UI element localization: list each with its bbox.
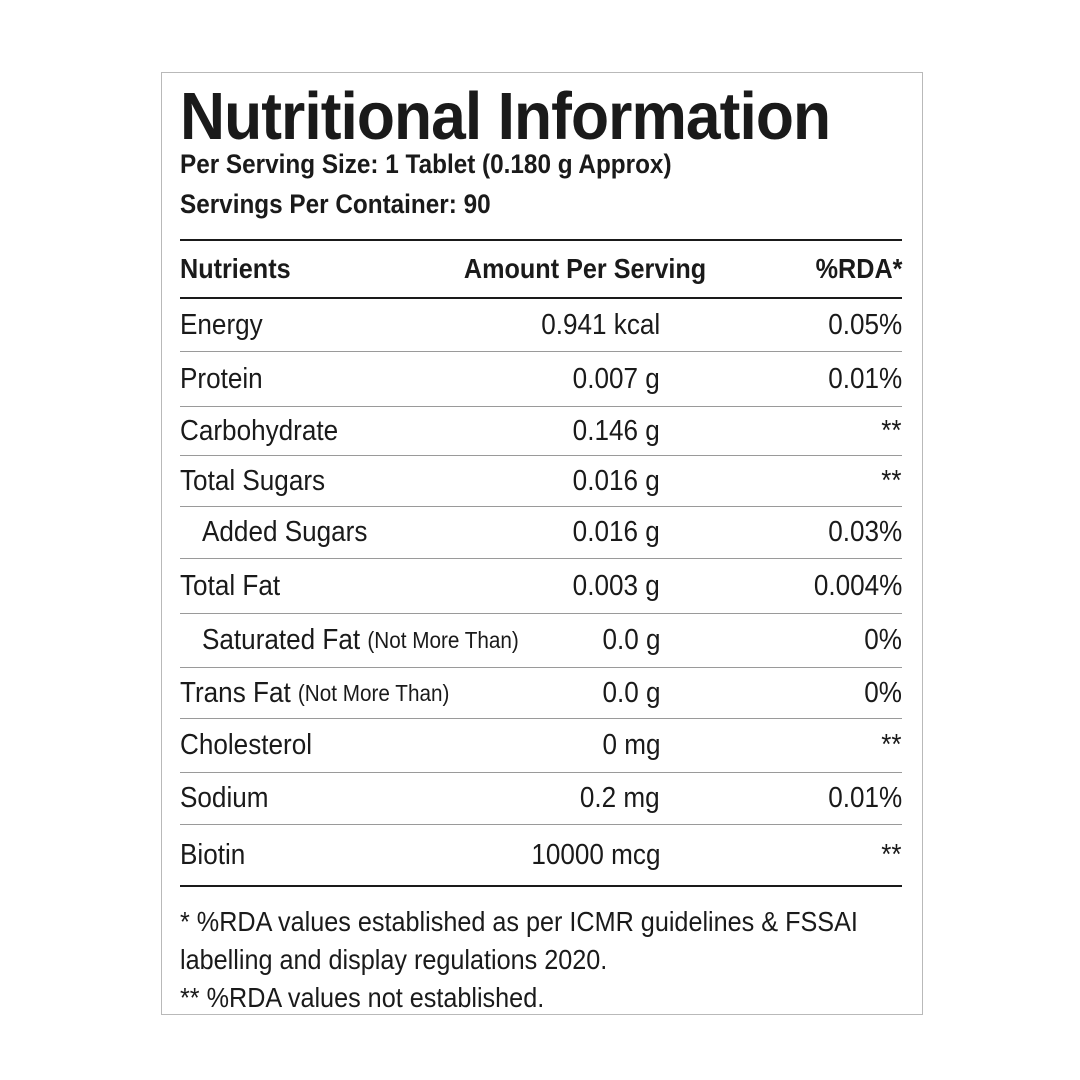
header-amount: Amount Per Serving [463,253,706,284]
table-row [180,773,902,825]
nutrient-rda: 0.05% [827,308,902,341]
nutrient-name [180,299,263,351]
nutrient-rda: ** [881,729,902,761]
servings-per-container: Servings Per Container: 90 [180,189,491,219]
nutrient-rda: ** [881,414,902,447]
nutrient-rda: 0.01% [827,362,902,395]
nutrient-label: Cholesterol [180,729,313,761]
nutrient-rda: ** [881,464,902,497]
nutrient-amount: 0.2 mg [580,782,660,814]
nutrient-name [202,507,367,558]
header-nutrients: Nutrients [180,253,291,284]
table-header-row [180,239,902,299]
nutrient-name [180,407,338,455]
table-row [180,456,902,507]
nutrient-name [180,668,449,718]
nutrient-name [180,352,263,406]
nutrient-amount: 0 mg [601,729,660,761]
table-row [180,614,902,668]
nutrient-label: Total Fat [180,569,281,602]
table-row [180,352,902,407]
footnote-rda-source-cont: labelling and display regulations 2020. [180,944,608,975]
header-rda: %RDA* [815,253,902,284]
nutrient-label: Trans Fat [180,676,291,709]
nutrient-amount: 0.003 g [572,569,660,602]
nutrient-label: Total Sugars [180,464,326,497]
nutrient-amount: 0.007 g [572,362,660,395]
nutrient-amount: 0.0 g [601,624,660,656]
nutrient-label: Energy [180,308,263,341]
nutrient-label: Carbohydrate [180,414,339,447]
nutrient-label: Biotin [180,838,246,871]
footnote-rda-source: * %RDA values established as per ICMR guidelines & FSSAI [180,906,858,937]
footnotes [180,903,901,1017]
nutrient-rda: 0.03% [827,516,902,548]
nutrient-label: Saturated Fat [202,624,361,656]
nutrition-label-panel [161,72,923,1015]
table-row [180,507,902,559]
nutrient-amount: 0.0 g [601,676,660,709]
nutrient-label: Protein [180,362,263,395]
nutrient-name [180,825,245,885]
nutrient-name [202,614,519,667]
nutrient-rda: 0% [864,624,902,656]
table-row [180,407,902,456]
nutrient-amount: 0.146 g [572,414,660,447]
table-row [180,668,902,719]
nutrient-qualifier: (Not More Than) [297,679,450,706]
nutrient-name [180,559,280,613]
nutrition-table [180,239,902,887]
nutrient-name [180,456,325,506]
table-row [180,559,902,614]
table-row [180,719,902,773]
serving-size: Per Serving Size: 1 Tablet (0.180 g Approx) [180,149,672,179]
nutrient-name [180,719,312,772]
nutrient-qualifier: (Not More Than) [367,627,519,653]
nutrient-label: Added Sugars [202,516,368,548]
nutrient-amount: 0.941 kcal [541,308,660,341]
table-row [180,825,902,887]
nutrient-amount: 0.016 g [572,464,660,497]
table-row [180,299,902,352]
label-title: Nutritional Information [180,79,831,154]
nutrient-rda: ** [881,838,902,871]
nutrient-amount: 10000 mcg [530,838,660,871]
nutrient-rda: 0% [864,676,902,709]
nutrient-label: Sodium [180,782,269,814]
nutrient-rda: 0.004% [813,569,902,602]
nutrient-amount: 0.016 g [572,516,660,548]
nutrient-name [180,773,268,824]
nutrition-label-content [180,73,902,1014]
nutrient-rda: 0.01% [827,782,902,814]
footnote-rda-not-established: ** %RDA values not established. [180,982,545,1013]
